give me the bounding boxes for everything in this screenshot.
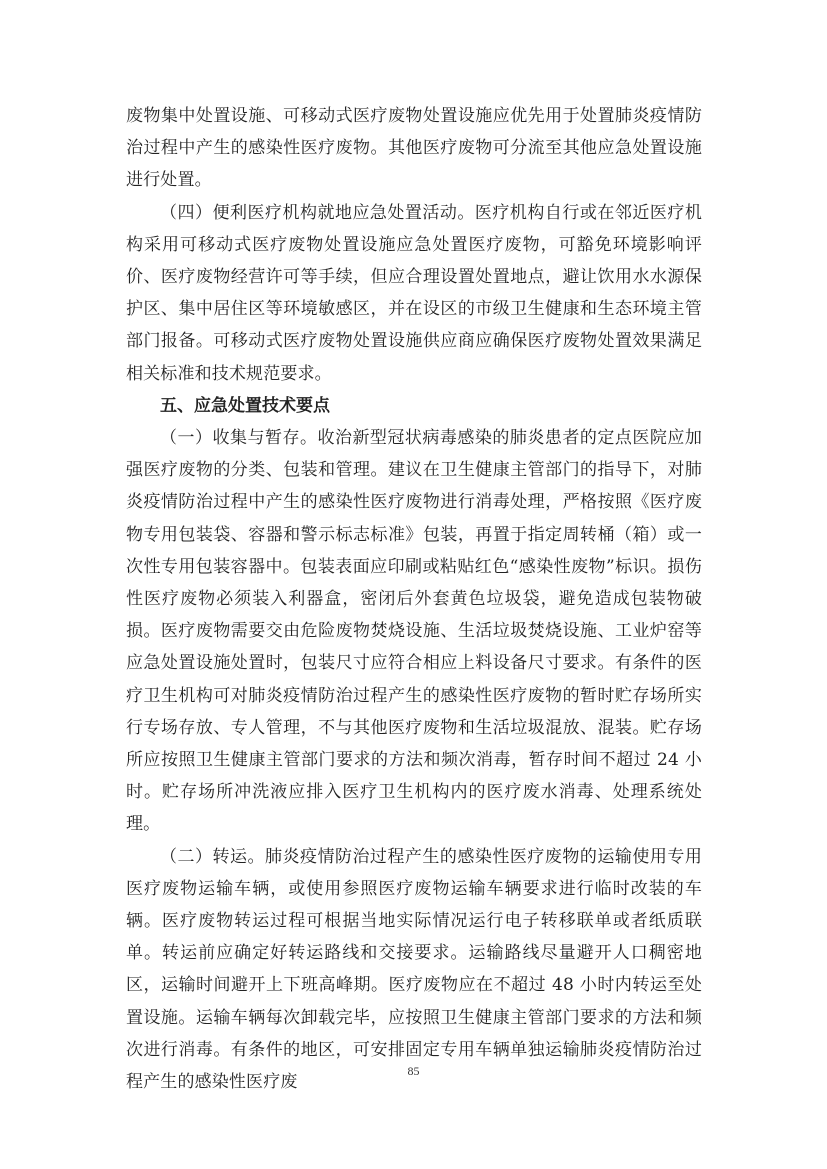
- section-heading: 五、应急处置技术要点: [160, 395, 330, 416]
- paragraph-continuation: 废物集中处置设施、可移动式医疗废物处置设施应优先用于处置肺炎疫情防治过程中产生的感染性医疗废物。其他医疗废物可分流至其他应急处置设施进行处置。: [126, 106, 702, 191]
- document-body: [126, 100, 702, 1098]
- page-number: 85: [407, 1064, 420, 1078]
- paragraph-section-four: （四）便利医疗机构就地应急处置活动。医疗机构自行或在邻近医疗机构采用可移动式医疗废物处置设施应急处置医疗废物，可豁免环境影响评价、医疗废物经营许可等手续，但应合理设置处置地点，避让饮用水水源保护区、集中居住区等环境敏感区，并在设区的市级卫生健康和生态环境主管部门报备。可移动式医疗废物处置设施供应商应确保医疗废物处置效果满足相关标准和技术规范要求。: [126, 202, 702, 384]
- paragraph-collection-storage: （一）收集与暂存。收治新型冠状病毒感染的肺炎患者的定点医院应加强医疗废物的分类、包装和管理。建议在卫生健康主管部门的指导下，对肺炎疫情防治过程中产生的感染性医疗废物进行消毒处理，严格按照《医疗废物专用包装袋、容器和警示标志标准》包装，再置于指定周转桶（箱）或一次性专用包装容器中。包装表面应印刷或粘贴红色“感染性废物”标识。损伤性医疗废物必须装入利器盒，密闭后外套黄色垃圾袋，避免造成包装物破损。医疗废物需要交由危险废物焚烧设施、生活垃圾焚烧设施、工业炉窑等应急处置设施处置时，包装尺寸应符合相应上料设备尺寸要求。有条件的医疗卫生机构可对肺炎疫情防治过程产生的感染性医疗废物的暂时贮存场所实行专场存放、专人管理，不与其他医疗废物和生活垃圾混放、混装。贮存场所应按照卫生健康主管部门要求的方法和频次消毒，暂存时间不超过 24 小时。贮存场所冲洗液应排入医疗卫生机构内的医疗废水消毒、处理系统处理。: [126, 428, 702, 835]
- paragraph-transport: （二）转运。肺炎疫情防治过程产生的感染性医疗废物的运输使用专用医疗废物运输车辆，或使用参照医疗废物运输车辆要求进行临时改装的车辆。医疗废物转运过程可根据当地实际情况运行电子转移联单或者纸质联单。转运前应确定好转运路线和交接要求。运输路线尽量避开人口稠密地区，运输时间避开上下班高峰期。医疗废物应在不超过 48 小时内转运至处置设施。运输车辆每次卸载完毕，应按照卫生健康主管部门要求的方法和频次进行消毒。有条件的地区，可安排固定专用车辆单独运输肺炎疫情防治过程产生的感染性医疗废: [126, 846, 702, 1093]
